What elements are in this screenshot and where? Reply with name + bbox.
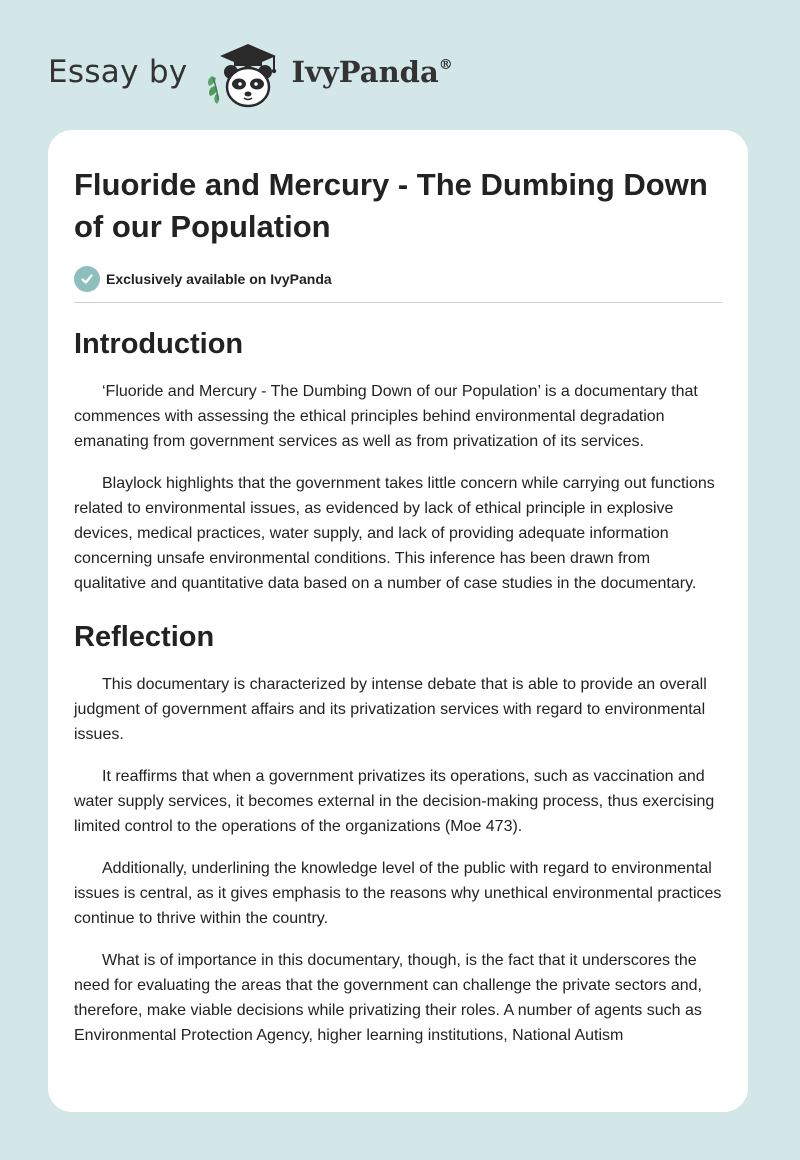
divider — [74, 302, 722, 303]
section-heading: Introduction — [74, 328, 244, 360]
checkmark-icon — [74, 266, 100, 292]
brand-name — [292, 55, 453, 89]
exclusive-label: Exclusively available on IvyPanda — [106, 271, 332, 287]
paragraph: Blaylock highlights that the government takes little concern while carrying out functions related to environmental issues, as evidenced by lack of ethical principle in explosive devices, medical practices, water supply, and lack of providing adequate information concerning unsafe environmental conditions. This inference has been drawn from qualitative and quantitative data based on a number of case studies in the documentary. — [74, 475, 715, 592]
paragraph: This documentary is characterized by intense debate that is able to provide an overall judgment of government affairs and its privatization services with regard to environmental issues. — [74, 676, 707, 743]
paragraph: It reaffirms that when a government privatizes its operations, such as vaccination and water supply services, it becomes external in the decision-making process, thus exercising limited control to the operations of the organizations (Moe 473). — [74, 768, 715, 835]
article-title: Fluoride and Mercury - The Dumbing Down of our Population — [74, 167, 708, 244]
registered-mark: ® — [438, 57, 453, 73]
brand-prefix: Essay by — [48, 54, 188, 90]
exclusive-badge — [74, 266, 722, 292]
section-reflection — [74, 618, 722, 1048]
section-introduction — [74, 325, 722, 596]
section-heading: Reflection — [74, 621, 215, 653]
article-card — [48, 130, 748, 1112]
paragraph: ‘Fluoride and Mercury - The Dumbing Down of our Population’ is a documentary that commences with assessing the ethical principles behind environmental degradation emanating from government services as well as from privatization of its services. — [74, 383, 698, 450]
paragraph: What is of importance in this documentary, though, is the fact that it underscores the need for evaluating the areas that the government can challenge the private sectors and, therefore, make viable decisions while privatizing their roles. A number of agents such as Environmental Protection Agency, higher learning institutions, National Autism — [74, 952, 702, 1044]
brand-header — [48, 36, 453, 108]
paragraph: Additionally, underlining the knowledge level of the public with regard to environmental issues is central, as it gives emphasis to the reasons why unethical environmental practices continue to thrive within the country. — [74, 860, 722, 927]
brand-name-text: IvyPanda — [291, 55, 439, 89]
panda-logo-icon[interactable] — [200, 36, 294, 108]
